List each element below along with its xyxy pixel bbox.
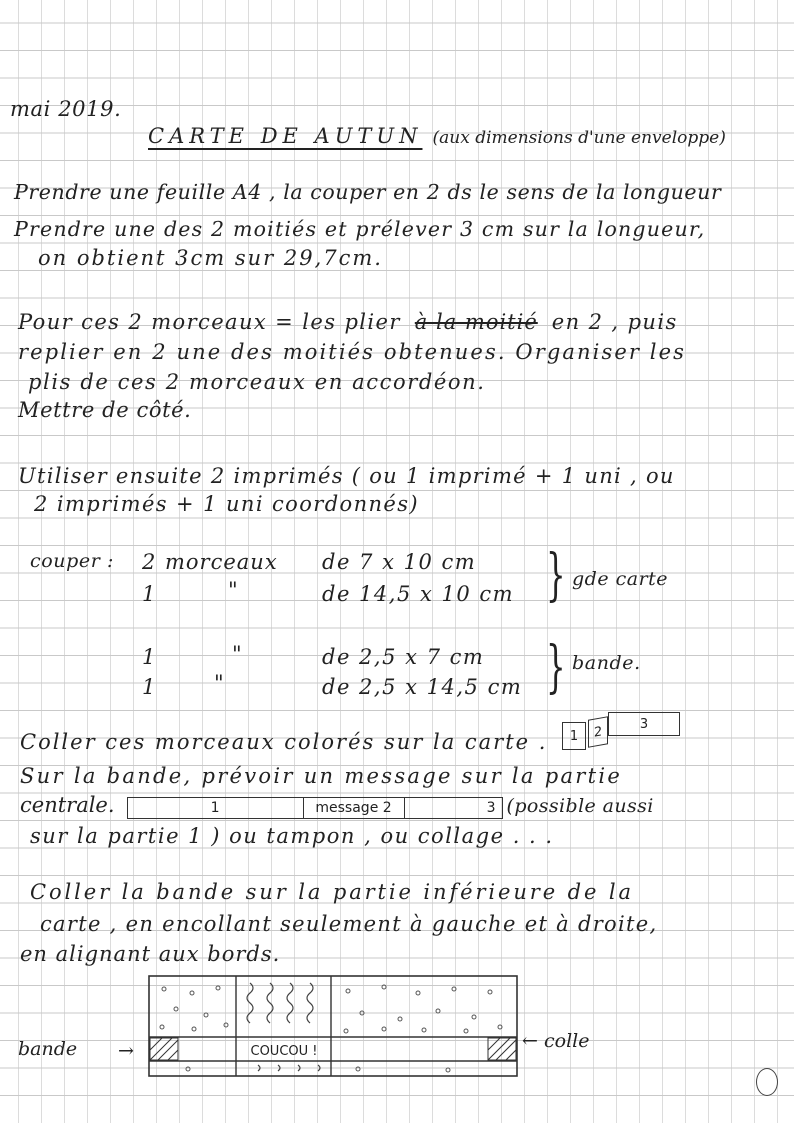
cut-row-1-qty: 2 [142, 550, 156, 574]
card-diagram-drawing [148, 975, 518, 1077]
step2-line3: plis de ces 2 morceaux en accordéon. [28, 370, 486, 394]
step1-line3: on obtient 3cm sur 29,7cm. [38, 246, 383, 270]
piece-1: 1 [562, 722, 586, 750]
stamp-icon [756, 1068, 778, 1096]
band-part-3: 3 [486, 800, 496, 816]
glue-line3-end: (possible aussi [506, 795, 654, 817]
band-part-2: message 2 [304, 798, 405, 818]
cut-row-4-item: " [214, 671, 225, 695]
cut-row-4-qty: 1 [142, 675, 156, 699]
brace-band: } [546, 635, 566, 700]
band-step-line2: carte , en encollant seulement à gauche et à droite, [40, 912, 658, 936]
step1-line1: Prendre une feuille A4 , la couper en 2 ds le sens de la longueur [14, 180, 722, 204]
step2-strike: à la moitié [414, 310, 538, 334]
band-sketch [127, 797, 503, 819]
cut-row-1-dim: de 7 x 10 cm [322, 550, 477, 574]
step3-line1: Utiliser ensuite 2 imprimés ( ou 1 imprimé + 1 uni , ou [18, 464, 675, 488]
arrow-left-icon: ← [522, 1030, 538, 1052]
cut-row-1-item: morceaux [165, 550, 278, 574]
title-main: CARTE DE AUTUN [148, 124, 423, 148]
piece-3: 3 [608, 712, 680, 736]
cut-row-4-dim: de 2,5 x 14,5 cm [322, 675, 523, 699]
date: mai 2019. [10, 97, 122, 121]
group-card-label: gde carte [572, 568, 669, 590]
band-step-line1: Coller la bande sur la partie inférieure de la [30, 880, 634, 904]
cut-row-3-dim: de 2,5 x 7 cm [322, 645, 485, 669]
cut-row-3-qty: 1 [142, 645, 156, 669]
cut-row-3-item: " [232, 642, 243, 666]
card-diagram [148, 975, 518, 1077]
cut-row-2-dim: de 14,5 x 10 cm [322, 582, 515, 606]
group-band-label: bande. [572, 652, 641, 674]
title-sub: (aux dimensions d'une enveloppe) [432, 128, 726, 148]
cut-label: couper : [30, 550, 115, 572]
step1-line2: Prendre une des 2 moitiés et prélever 3 cm sur la longueur, [14, 217, 706, 241]
cut-row-2-item: " [228, 578, 239, 602]
step2-line1-start: Pour ces 2 morceaux = les plier [18, 310, 401, 334]
piece-2: 2 [588, 716, 608, 748]
brace-card: } [546, 543, 566, 608]
step3-line2: 2 imprimés + 1 uni coordonnés) [34, 492, 420, 516]
band-step-line3: en alignant aux bords. [20, 942, 281, 966]
step2-line4: Mettre de côté. [18, 398, 192, 422]
diagram-band-label: bande [18, 1038, 78, 1060]
card-pieces-sketch [562, 712, 682, 752]
diagram-glue-label: colle [544, 1030, 590, 1052]
diagram-message: COUCOU ! [250, 1044, 318, 1059]
glue-line3 [20, 793, 654, 819]
step2-line2: replier en 2 une des moitiés obtenues. Organiser les [18, 340, 686, 364]
band-part-1: 1 [128, 798, 304, 818]
glue-line3-start: centrale. [20, 793, 115, 817]
step2-line1 [18, 310, 678, 334]
glue-line1: Coller ces morceaux colorés sur la carte . [20, 730, 548, 754]
cut-row-2-qty: 1 [142, 582, 156, 606]
glue-line4: sur la partie 1 ) ou tampon , ou collage . . . [30, 824, 554, 848]
step2-line1-end: en 2 , puis [551, 310, 678, 334]
page-title [148, 124, 726, 148]
arrow-right-icon: → [118, 1040, 134, 1062]
glue-line2: Sur la bande, prévoir un message sur la partie [20, 764, 623, 788]
